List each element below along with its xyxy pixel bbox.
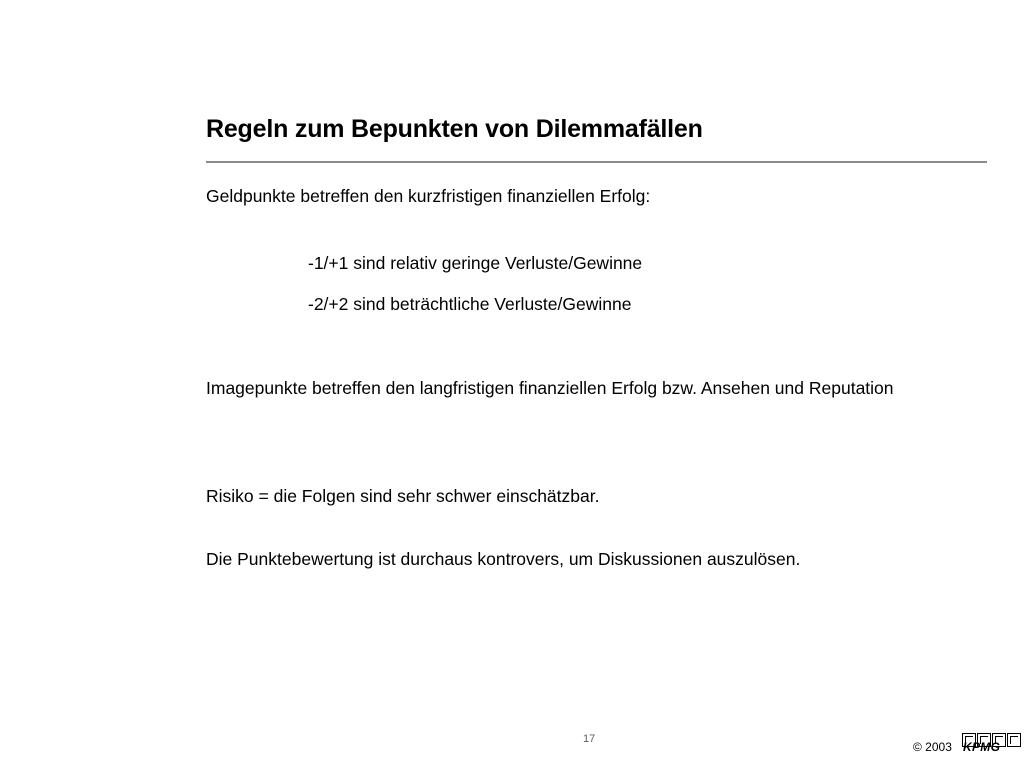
kpmg-logo-text: KPMG [963,740,1001,754]
page-number: 17 [583,733,596,745]
slide-title: Regeln zum Bepunkten von Dilemmafällen [206,115,703,143]
geldpunkte-item-1: -1/+1 sind relativ geringe Verluste/Gewinne [308,253,643,273]
punktebewertung-text: Die Punktebewertung ist durchaus kontrovers, um Diskussionen auszulösen. [206,549,801,569]
title-divider [206,161,987,163]
geldpunkte-item-2: -2/+2 sind beträchtliche Verluste/Gewinne [308,294,632,314]
imagepunkte-text: Imagepunkte betreffen den langfristigen finanziellen Erfolg bzw. Ansehen und Reputation [206,378,894,398]
geldpunkte-intro: Geldpunkte betreffen den kurzfristigen finanziellen Erfolg: [206,186,651,206]
risiko-text: Risiko = die Folgen sind sehr schwer einschätzbar. [206,486,600,506]
copyright-text: © 2003 [913,740,952,754]
kpmg-logo-box-icon [1007,733,1021,747]
